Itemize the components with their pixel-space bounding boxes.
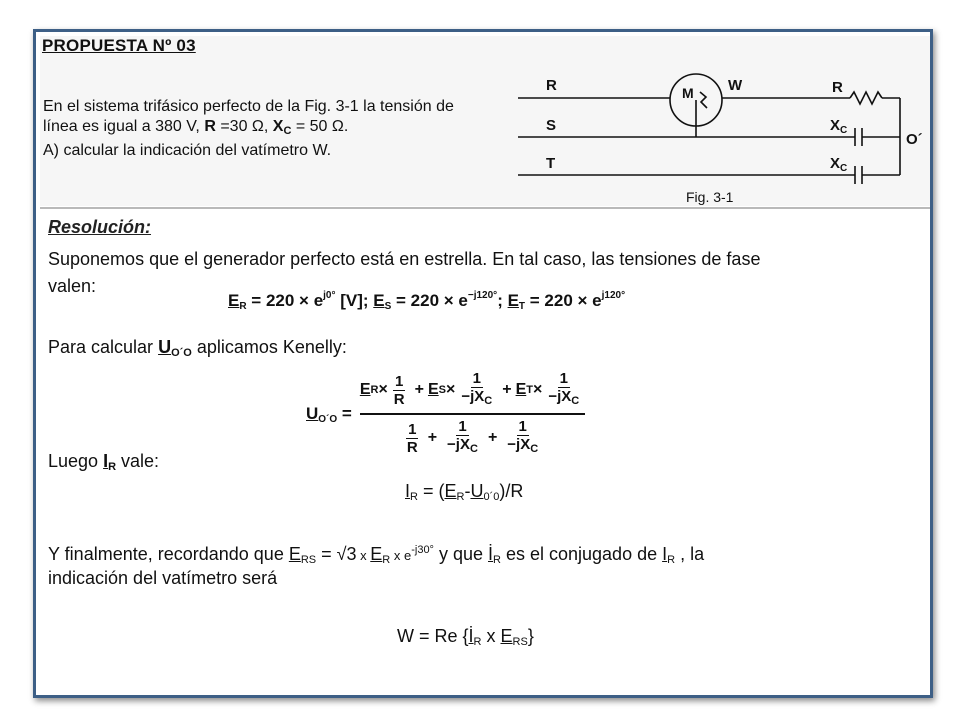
- er-sub: R: [382, 554, 391, 566]
- ir-formula-end: )/R: [499, 481, 524, 501]
- ken-et: E: [515, 381, 527, 398]
- ken-frac-3-num: 1: [559, 370, 568, 387]
- ir-sub: R: [108, 461, 117, 473]
- ken-frac-3-jx: −jX: [548, 388, 572, 405]
- panel-divider: [40, 207, 930, 209]
- kenelly-formula: [306, 370, 585, 458]
- resistance-symbol: R: [204, 118, 216, 135]
- eq-et-sub: T: [518, 301, 526, 312]
- label-load-xc-t-letter: X: [830, 155, 841, 172]
- w-formula-pre: W = Re {: [397, 626, 469, 646]
- ers-sub: RS: [300, 554, 317, 566]
- wattmeter-coil-symbol: [700, 92, 707, 108]
- kenelly-lhs-sub: O´O: [318, 413, 338, 425]
- problem-heading: PROPUESTA Nº 03: [42, 36, 196, 55]
- ken-frac-2-jx: [459, 370, 494, 410]
- eq-es-exp: −j120°: [467, 290, 498, 301]
- w-formula-ers: E: [500, 626, 513, 646]
- ken-times-2: ×: [446, 381, 456, 398]
- w-formula-ers-sub: RS: [512, 636, 528, 648]
- ir-formula-e: E: [444, 481, 457, 501]
- label-wattmeter: W: [728, 77, 743, 94]
- phase-exponent: -j30°: [411, 544, 434, 556]
- label-node-o: O´: [906, 131, 923, 148]
- eq-es-rhs: = 220 × e: [391, 291, 468, 310]
- wattmeter-formula: [397, 623, 534, 655]
- label-load-xc-t: [830, 155, 847, 174]
- ir-conj-sub: R: [493, 554, 501, 566]
- ir-conj-symbol: İ: [488, 544, 494, 564]
- reactance-symbol: [273, 118, 292, 135]
- ir-formula-mid: = (: [417, 481, 445, 501]
- eq-er-unit: [V];: [335, 291, 374, 310]
- label-load-xc-t-sub: C: [840, 163, 848, 174]
- label-phase-s: S: [546, 117, 557, 134]
- ken-frac-2-num: 1: [472, 370, 481, 387]
- w-formula-ir-sub: R: [473, 636, 482, 648]
- phase-voltage-equations: [228, 290, 625, 312]
- eq-es-sub: S: [384, 301, 392, 312]
- paragraph-generator-cont: valen:: [48, 276, 97, 296]
- times-exp-base: x e: [390, 548, 412, 563]
- problem-line-2-text: línea es igual a 380 V,: [43, 118, 205, 135]
- ken-et-sub: T: [526, 384, 533, 396]
- resistor-symbol: [850, 92, 882, 104]
- ir-formula: [405, 478, 523, 510]
- eq-er-symbol: E: [228, 291, 240, 310]
- ken-times-1: ×: [378, 381, 388, 398]
- ken-plus-2: +: [502, 381, 512, 398]
- kenelly-fraction-bar: [360, 413, 585, 415]
- eq-es-symbol: E: [373, 291, 385, 310]
- ken-plus-1: +: [414, 381, 424, 398]
- problem-line-1: En el sistema trifásico perfecto de la Fig. 3-1 la tensión de: [43, 98, 454, 115]
- kenelly-numerator: [360, 370, 585, 410]
- label-load-xc-s-sub: C: [840, 125, 848, 136]
- kenelly-denominator: [401, 418, 544, 458]
- ken-den-jx-2-sub: C: [530, 443, 539, 455]
- ken-den-jx-2: −jX: [507, 436, 531, 453]
- ers-equals: =: [316, 544, 337, 564]
- eq-er-rhs: = 220 × e: [246, 291, 324, 310]
- paragraph-final-end: , la: [675, 544, 705, 564]
- ken-es-sub: S: [438, 384, 446, 396]
- ken-den-frac-r-num: 1: [408, 420, 417, 438]
- ir-formula-e-sub: R: [456, 491, 465, 503]
- ken-frac-3-jx: [546, 370, 581, 410]
- w-formula-times: x: [481, 626, 501, 646]
- ken-er: E: [359, 381, 371, 398]
- ken-den-plus-2: +: [487, 429, 498, 446]
- label-load-xc-s: [830, 117, 847, 136]
- kenelly-lhs: [306, 404, 352, 425]
- ir-formula-dash: -: [464, 481, 471, 501]
- uoo-symbol: U: [158, 337, 172, 357]
- ir-formula-u-sub: 0´0: [483, 491, 500, 503]
- ken-den-frac-jx-1-num: 1: [458, 418, 467, 435]
- ken-er-sub: R: [370, 384, 379, 396]
- label-phase-t: T: [546, 155, 556, 172]
- paragraph-kenelly: [48, 334, 347, 366]
- ken-frac-1-r: [392, 373, 407, 408]
- paragraph-final-mid: y que: [433, 544, 489, 564]
- reactance-letter: X: [272, 118, 284, 135]
- ir-sub-2: R: [667, 554, 676, 566]
- label-load-r: R: [832, 79, 843, 96]
- paragraph-final-mid2: es el conjugado de: [500, 544, 663, 564]
- kenelly-equals: =: [337, 403, 352, 423]
- ir-symbol: I: [103, 451, 109, 471]
- kenelly-fraction: [360, 370, 585, 458]
- reactance-sub: C: [283, 125, 292, 137]
- ir-formula-i: I: [405, 481, 411, 501]
- ken-frac-2-jx: −jX: [461, 388, 485, 405]
- paragraph-generator: Suponemos que el generador perfecto está en estrella. En tal caso, las tensiones de fase: [48, 249, 761, 269]
- paragraph-ir-pre: Luego: [48, 451, 104, 471]
- label-wattmeter-m: M: [682, 85, 694, 101]
- times-1: x: [356, 548, 371, 563]
- label-phase-r: R: [546, 77, 557, 94]
- eq-er-exp: j0°: [323, 290, 336, 301]
- w-formula-ir-conj: İ: [468, 626, 474, 646]
- ers-symbol: E: [288, 544, 301, 564]
- ken-frac-1-num: 1: [395, 372, 404, 390]
- eq-separator: ;: [497, 291, 508, 310]
- paragraph-final-pre: Y finalmente, recordando que: [48, 544, 289, 564]
- problem-line-2-mid: =30 Ω,: [215, 118, 273, 135]
- eq-er-sub: R: [239, 301, 247, 312]
- ir-formula-i-sub: R: [410, 491, 418, 503]
- ken-den-frac-jx-2-num: 1: [518, 418, 527, 435]
- ken-den-frac-r-den: R: [406, 438, 418, 456]
- problem-line-3: A) calcular la indicación del vatímetro W.: [43, 142, 332, 159]
- paragraph-ir: [48, 448, 159, 480]
- ken-den-frac-jx-1-den: [445, 436, 480, 458]
- sqrt-three: √3: [336, 544, 357, 564]
- problem-line-2-end: = 50 Ω.: [291, 118, 349, 135]
- problem-line-2: [43, 117, 513, 141]
- ken-frac-2-den: [459, 388, 494, 410]
- ken-den-plus-1: +: [427, 429, 438, 446]
- ken-frac-3-den: [546, 388, 581, 410]
- ken-frac-2-jx-sub: C: [484, 395, 493, 407]
- paragraph-kenelly-pre: Para calcular: [48, 337, 159, 357]
- er-symbol: E: [370, 544, 383, 564]
- ken-den-frac-jx-2-den: [505, 436, 540, 458]
- ken-den-frac-jx-1: [445, 418, 480, 458]
- ken-den-frac-jx-2: [505, 418, 540, 458]
- ken-den-frac-r: [405, 421, 420, 456]
- ken-es: E: [427, 381, 439, 398]
- ken-den-jx-1-sub: C: [469, 443, 478, 455]
- ir-formula-u: U: [470, 481, 484, 501]
- eq-et-symbol: E: [507, 291, 519, 310]
- ken-frac-1-den: R: [393, 390, 405, 408]
- kenelly-lhs-symbol: U: [306, 403, 319, 423]
- paragraph-ir-post: vale:: [116, 451, 160, 471]
- uoo-sub: O´O: [171, 347, 192, 359]
- figure-caption: Fig. 3-1: [686, 189, 734, 205]
- ken-times-3: ×: [532, 381, 543, 398]
- ken-frac-3-jx-sub: C: [571, 395, 580, 407]
- ken-den-jx-1: −jX: [447, 436, 470, 453]
- eq-et-rhs: = 220 × e: [525, 291, 602, 310]
- w-formula-end: }: [527, 626, 534, 646]
- ir-symbol-2: I: [662, 544, 668, 564]
- circuit-diagram: [510, 64, 930, 209]
- label-load-xc-s-letter: X: [830, 117, 841, 134]
- eq-et-exp: j120°: [601, 290, 626, 301]
- paragraph-final-cont: indicación del vatímetro será: [48, 568, 278, 588]
- problem-statement: [43, 97, 513, 161]
- resolution-heading: Resolución:: [48, 217, 152, 237]
- paragraph-kenelly-post: aplicamos Kenelly:: [191, 337, 347, 357]
